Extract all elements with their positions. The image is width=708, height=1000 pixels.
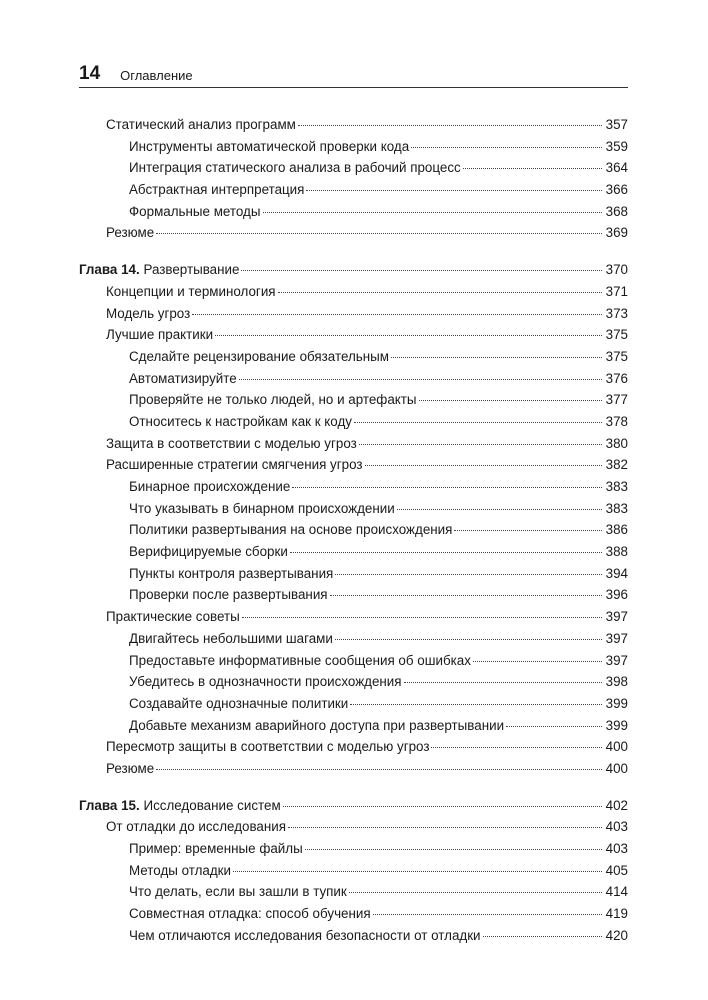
- toc-page-number: 388: [605, 544, 628, 560]
- toc-entry-title: [129, 863, 231, 878]
- dot-leader: [290, 552, 602, 553]
- toc-entry-text: Проверяйте не только людей, но и артефакты: [129, 392, 417, 408]
- toc-entry-text: Проверки после развертывания: [129, 587, 328, 603]
- toc-page-number: 376: [605, 370, 628, 386]
- dot-leader: [242, 617, 602, 618]
- toc-entry-row[interactable]: [79, 841, 628, 863]
- toc-page-number: 373: [605, 305, 628, 321]
- toc-entry-title: [106, 739, 429, 754]
- toc-entry-title: [129, 139, 409, 154]
- dot-leader: [454, 530, 602, 531]
- toc-entry-title: [106, 225, 154, 240]
- toc-page-number: 400: [605, 760, 628, 776]
- toc-entry-row[interactable]: [79, 819, 628, 841]
- dot-leader: [483, 936, 602, 937]
- toc-page-number: 414: [605, 884, 628, 900]
- toc-entry-title: [129, 204, 261, 219]
- toc-page-number: 382: [605, 457, 628, 473]
- toc-entry-title: [106, 436, 357, 451]
- toc-entry-title: [129, 371, 237, 386]
- toc-entry-row[interactable]: [79, 718, 628, 740]
- toc-entry-row[interactable]: [79, 501, 628, 523]
- toc-page-number: 397: [605, 652, 628, 668]
- toc-entry-title: [129, 522, 452, 537]
- toc-page-number: 398: [605, 674, 628, 690]
- toc-entry-row[interactable]: [79, 928, 628, 950]
- toc-entry-row[interactable]: [79, 739, 628, 761]
- toc-entry-title: [106, 327, 213, 342]
- toc-entry-text: Бинарное происхождение: [129, 479, 291, 494]
- toc-entry-text: Совместная отладка: способ обучения: [129, 906, 371, 922]
- toc-page-number: 359: [605, 138, 628, 154]
- toc-entry-title: [129, 884, 347, 899]
- toc-entry-text: Исследование систем: [143, 797, 281, 813]
- toc-entry-title: [129, 414, 352, 429]
- toc-entry-text: Предоставьте информативные сообщения об ошибках: [129, 652, 471, 668]
- toc-entry-text: Чем отличаются исследования безопасности от отладки: [129, 927, 481, 943]
- toc-page-number: 420: [605, 927, 628, 943]
- toc-entry-text: Лучшие практики: [106, 327, 214, 343]
- toc-page-number: 403: [605, 841, 628, 856]
- toc-page-number: 383: [605, 500, 628, 516]
- toc-entry-text: Двигайтесь небольшими шагами: [129, 630, 333, 646]
- toc-page-number: 397: [605, 630, 628, 646]
- toc-entry-text: Создавайте однозначные политики: [129, 695, 349, 711]
- toc-entry-text: Резюме: [106, 760, 155, 776]
- dot-leader: [241, 270, 602, 271]
- dot-leader: [292, 487, 602, 488]
- dot-leader: [365, 465, 602, 466]
- toc-page-number: 399: [605, 717, 628, 733]
- dot-leader: [506, 726, 602, 727]
- dot-leader: [463, 168, 602, 169]
- toc-entry-title: [129, 392, 417, 407]
- toc-page-number: 375: [605, 348, 628, 364]
- toc-entry-text: Что делать, если вы зашли в тупик: [129, 884, 347, 900]
- toc-page-number: 396: [605, 587, 628, 603]
- toc-page-number: 375: [605, 327, 628, 343]
- toc-page-number: 383: [605, 479, 628, 494]
- dot-leader: [298, 125, 602, 126]
- dot-leader: [349, 892, 602, 893]
- toc-page-number: 380: [605, 435, 628, 451]
- dot-leader: [419, 400, 602, 401]
- dot-leader: [359, 444, 602, 445]
- toc-entry-title: [129, 544, 288, 559]
- toc-entry-title: [129, 182, 304, 197]
- toc-entry-row[interactable]: [79, 863, 628, 885]
- toc-entry-row[interactable]: [79, 631, 628, 653]
- toc-entry-text: Пример: временные файлы: [129, 841, 303, 856]
- toc-entry-row[interactable]: [79, 392, 628, 414]
- toc-entry-title: [129, 501, 395, 516]
- toc-entry-title: [79, 262, 239, 277]
- toc-entry-row[interactable]: [79, 371, 628, 393]
- dot-leader: [306, 190, 602, 191]
- toc-entry-text: Защита в соответствии с моделью угроз: [106, 435, 357, 451]
- toc-entry-text: Резюме: [106, 225, 155, 241]
- toc-page-number: 402: [605, 797, 628, 813]
- dot-leader: [354, 422, 602, 423]
- toc-entry-row[interactable]: [79, 414, 628, 436]
- toc-entry-title: [129, 631, 333, 646]
- toc-page-number: 364: [605, 160, 628, 176]
- chapter-prefix: Глава 14.: [79, 262, 140, 278]
- toc-entry-row[interactable]: [79, 906, 628, 928]
- toc-entry-title: [106, 306, 190, 321]
- dot-leader: [335, 574, 602, 575]
- toc-entry-row[interactable]: [79, 225, 628, 247]
- toc-page-number: 371: [605, 283, 628, 299]
- dot-leader: [431, 747, 602, 748]
- toc-entry-title: [79, 798, 281, 813]
- toc-entry-row[interactable]: [79, 674, 628, 696]
- dot-leader: [350, 704, 602, 705]
- dot-leader: [215, 335, 602, 336]
- toc-entry-row[interactable]: [79, 436, 628, 458]
- dot-leader: [335, 639, 602, 640]
- toc-entry-text: Добавьте механизм аварийного доступа при развертывании: [129, 717, 505, 733]
- chapter-prefix: Глава 15.: [79, 797, 140, 813]
- toc-entry-title: [106, 819, 286, 834]
- toc-entry-title: [129, 479, 290, 494]
- toc-entry-text: Что указывать в бинарном происхождении: [129, 500, 395, 516]
- toc-entry-row[interactable]: [79, 696, 628, 718]
- dot-leader: [373, 914, 602, 915]
- toc-chapter-row[interactable]: [79, 262, 628, 284]
- toc-entry-text: Практические советы: [106, 609, 240, 625]
- toc-entry-row[interactable]: [79, 204, 628, 226]
- toc-entry-row[interactable]: [79, 349, 628, 371]
- running-title: Оглавление: [120, 68, 193, 83]
- toc-page-number: 399: [605, 695, 628, 711]
- dot-leader: [330, 595, 602, 596]
- toc-entry-title: [129, 653, 471, 668]
- toc-page-number: 397: [605, 609, 628, 625]
- toc-entry-text: Инструменты автоматической проверки кода: [129, 138, 410, 154]
- toc-entry-text: Статический анализ программ: [106, 117, 296, 132]
- dot-leader: [233, 871, 602, 872]
- toc-page-number: 368: [605, 203, 628, 219]
- dot-leader: [263, 212, 603, 213]
- toc-entry-row[interactable]: [79, 566, 628, 588]
- toc-entry-title: [129, 928, 481, 943]
- toc-page-number: 369: [605, 225, 628, 241]
- toc-page-number: 378: [605, 413, 628, 429]
- toc-entry-text: Концепции и терминология: [106, 283, 276, 299]
- toc-entry-row[interactable]: [79, 139, 628, 161]
- toc-entry-row[interactable]: [79, 522, 628, 544]
- toc-page-number: 377: [605, 392, 628, 408]
- toc-entry-row[interactable]: [79, 284, 628, 306]
- toc-page-number: 403: [605, 819, 628, 835]
- toc-entry-row[interactable]: [79, 653, 628, 675]
- toc-chapter-row[interactable]: [79, 798, 628, 820]
- toc-entry-title: [129, 349, 389, 364]
- toc-entry-text: Автоматизируйте: [129, 370, 237, 386]
- toc-entry-title: [106, 609, 240, 624]
- dot-leader: [156, 233, 602, 234]
- toc-entry-row[interactable]: [79, 609, 628, 631]
- toc-page-number: 394: [605, 565, 628, 581]
- toc-page-number: 357: [605, 117, 628, 132]
- toc-entry-row[interactable]: [79, 761, 628, 783]
- toc-entry-text: Абстрактная интерпретация: [129, 182, 305, 198]
- toc-entry-row[interactable]: [79, 327, 628, 349]
- toc-page-number: 386: [605, 522, 628, 538]
- dot-leader: [305, 849, 602, 850]
- toc-entry-text: Модель угроз: [106, 305, 191, 321]
- toc-entry-text: Сделайте рецензирование обязательным: [129, 348, 389, 364]
- toc-entry-row[interactable]: [79, 306, 628, 328]
- toc-entry-row[interactable]: [79, 160, 628, 182]
- toc-entry-row[interactable]: [79, 117, 628, 139]
- toc-entry-title: [106, 457, 363, 472]
- dot-leader: [397, 509, 602, 510]
- toc-entry-text: Относитесь к настройкам как к коду: [129, 413, 352, 429]
- toc-entry-title: [106, 284, 276, 299]
- toc-entry-text: От отладки до исследования: [106, 819, 287, 835]
- toc-entry-text: Расширенные стратегии смягчения угроз: [106, 457, 363, 473]
- toc-entry-title: [129, 841, 303, 856]
- toc-entry-title: [129, 587, 328, 602]
- table-of-contents: [79, 117, 628, 949]
- dot-leader: [473, 661, 602, 662]
- toc-entry-row[interactable]: [79, 457, 628, 479]
- toc-entry-row[interactable]: [79, 544, 628, 566]
- toc-entry-title: [106, 117, 296, 132]
- toc-entry-text: Верифицируемые сборки: [129, 544, 288, 560]
- dot-leader: [278, 292, 602, 293]
- toc-entry-text: Пересмотр защиты в соответствии с моделью угроз: [106, 739, 430, 755]
- toc-entry-title: [129, 718, 504, 733]
- toc-entry-title: [129, 160, 461, 175]
- toc-entry-text: Политики развертывания на основе происхождения: [129, 522, 453, 538]
- toc-entry-title: [129, 674, 402, 689]
- dot-leader: [239, 379, 602, 380]
- toc-entry-row[interactable]: [79, 479, 628, 501]
- dot-leader: [192, 314, 602, 315]
- running-header: [79, 58, 628, 88]
- dot-leader: [283, 806, 602, 807]
- toc-page-number: 405: [605, 862, 628, 878]
- toc-entry-text: Развертывание: [143, 262, 240, 278]
- dot-leader: [156, 769, 602, 770]
- toc-entry-text: Методы отладки: [129, 862, 232, 878]
- toc-page-number: 419: [605, 906, 628, 922]
- dot-leader: [411, 147, 602, 148]
- dot-leader: [404, 682, 602, 683]
- toc-entry-title: [106, 761, 154, 776]
- toc-entry-title: [129, 696, 348, 711]
- toc-page-number: 370: [605, 262, 628, 278]
- toc-entry-text: Пункты контроля развертывания: [129, 565, 334, 581]
- toc-entry-title: [129, 906, 371, 921]
- toc-entry-text: Интеграция статического анализа в рабочий процесс: [129, 160, 461, 176]
- toc-page-number: 366: [605, 182, 628, 198]
- dot-leader: [288, 827, 602, 828]
- toc-entry-text: Формальные методы: [129, 203, 261, 219]
- page-number: 14: [79, 63, 101, 84]
- toc-entry-text: Убедитесь в однозначности происхождения: [129, 674, 402, 690]
- toc-entry-row[interactable]: [79, 884, 628, 906]
- toc-page-number: 400: [605, 739, 628, 755]
- toc-entry-row[interactable]: [79, 182, 628, 204]
- toc-entry-title: [129, 566, 333, 581]
- dot-leader: [391, 357, 602, 358]
- toc-entry-row[interactable]: [79, 587, 628, 609]
